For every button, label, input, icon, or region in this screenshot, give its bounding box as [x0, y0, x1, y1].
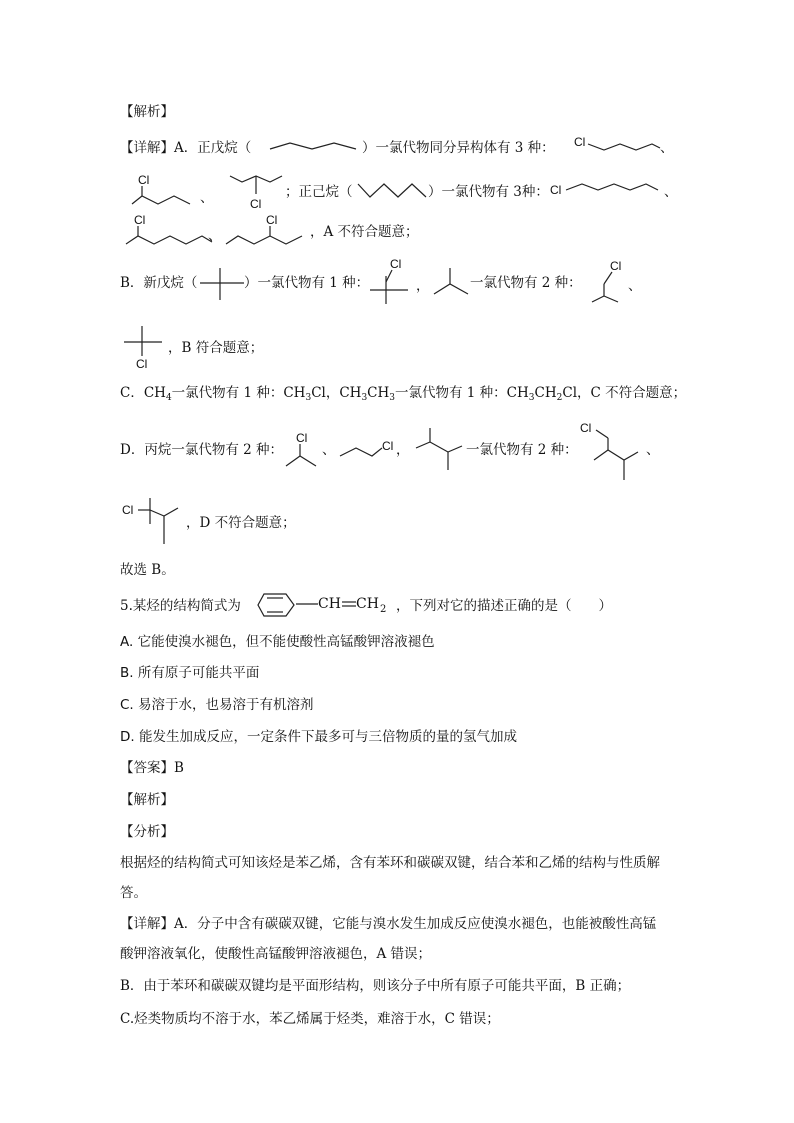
- text: ，: [396, 442, 410, 458]
- benzene-ring-icon: [256, 590, 296, 620]
- text: D．丙烷一氯代物有 2 种：: [120, 442, 283, 458]
- 1-chloropropane-structure: [338, 434, 402, 464]
- chlorohexane-3-structure: [224, 210, 314, 250]
- analysis-text: 答。: [120, 885, 147, 901]
- text: B．新戊烷（: [120, 275, 198, 291]
- svg-text:Cl: Cl: [390, 257, 402, 271]
- text: 、: [646, 442, 660, 458]
- chloropentane-2-structure: [130, 172, 200, 212]
- text: ）一氯代物同分异构体有 3 种：: [362, 140, 555, 156]
- detail-text: C.烃类物质均不溶于水，苯乙烯属于烃类，难溶于水，C 错误；: [120, 1011, 500, 1027]
- chlorohexane-2-structure: [124, 210, 214, 250]
- answer: 【答案】B: [120, 760, 184, 776]
- text: ，A 不符合题意；: [310, 224, 419, 240]
- svg-text:Cl: Cl: [296, 431, 308, 445]
- svg-text:Cl: Cl: [266, 213, 278, 227]
- text: 、: [664, 184, 678, 200]
- text: ）一氯代物有 1 种：: [244, 275, 370, 291]
- svg-text:Cl: Cl: [138, 173, 150, 187]
- isobutyl-chloride-structure: [590, 256, 630, 304]
- option-b: B. 所有原子可能共平面: [120, 665, 260, 681]
- text: ，B 符合题意；: [168, 340, 264, 356]
- text: C．$CH_4$一氯代物有 1 种：$CH_3Cl$，$CH_3CH_3$一氯代物有 1 种：$CH_3CH_2Cl$，C 不符合题意；: [120, 385, 687, 403]
- analysis-text: 根据烃的结构简式可知该烃是苯乙烯，含有苯环和碳碳双键，结合苯和乙烯的结构与性质解: [120, 855, 660, 871]
- svg-text:Cl: Cl: [250, 197, 262, 211]
- question-5-stem: 5.某烃的结构简式为: [120, 598, 241, 614]
- 2-chloropropane-structure: [284, 430, 324, 470]
- chloro-dimethylbutane-structure: [580, 414, 642, 486]
- conclusion: 故选 B。: [120, 562, 175, 578]
- chlorohexane-1-structure: [550, 176, 662, 206]
- question-5-stem-end: ，下列对它的描述正确的是（ ）: [396, 598, 612, 614]
- text: ）一氯代物有 3种：: [428, 184, 549, 200]
- n-hexane-structure: [356, 180, 436, 202]
- detail-text: 酸钾溶液氧化，使酸性高锰酸钾溶液褪色，A 错误；: [120, 946, 432, 962]
- text: 、: [208, 228, 222, 244]
- text: ；正己烷（: [285, 184, 353, 200]
- svg-text:CH: CH: [356, 596, 379, 612]
- section-heading: 【解析】: [120, 792, 174, 808]
- svg-text:Cl: Cl: [610, 259, 622, 273]
- svg-text:Cl: Cl: [580, 421, 592, 435]
- neopentane-structure: [196, 264, 248, 304]
- n-pentane-structure: [268, 138, 364, 158]
- svg-text:Cl: Cl: [574, 135, 586, 149]
- isobutane-structure: [432, 266, 472, 302]
- text: ，D 不符合题意；: [186, 515, 296, 531]
- neopentyl-chloride-structure: [366, 254, 416, 306]
- vinyl-group-formula: [296, 594, 396, 618]
- chloropentane-1-structure: [574, 132, 664, 162]
- detail-text: 【详解】A．分子中含有碳碳双键，它能与溴水发生加成反应使溴水褪色，也能被酸性高锰: [120, 916, 657, 932]
- text: 、: [660, 140, 674, 156]
- svg-text:Cl: Cl: [382, 439, 394, 453]
- option-c: C. 易溶于水，也易溶于有机溶剂: [120, 697, 314, 713]
- tert-butyl-chloride-structure: [122, 324, 168, 370]
- svg-text:CH: CH: [318, 596, 341, 612]
- section-heading: 【解析】: [120, 104, 174, 120]
- text: 、: [628, 278, 642, 294]
- option-d: D. 能发生加成反应，一定条件下最多可与三倍物质的量的氢气加成: [120, 729, 517, 745]
- text: 、: [200, 190, 214, 206]
- text: 、: [322, 442, 336, 458]
- svg-text:Cl: Cl: [122, 503, 134, 517]
- section-heading: 【分析】: [120, 824, 174, 840]
- text: ，: [416, 278, 430, 294]
- svg-text:Cl: Cl: [134, 213, 146, 227]
- text: 一氯代物有 2 种：: [466, 442, 578, 458]
- svg-text:Cl: Cl: [550, 183, 562, 197]
- detail-text: B．由于苯环和碳碳双键均是平面形结构，则该分子中所有原子可能共平面，B 正确；: [120, 978, 631, 994]
- svg-text:Cl: Cl: [136, 357, 148, 371]
- chloropentane-3-structure: [228, 168, 288, 214]
- text: 【详解】A．正戊烷（: [120, 140, 252, 156]
- chloro-dimethylbutane-2-structure: [120, 494, 190, 550]
- svg-text:2: 2: [380, 604, 387, 615]
- option-a: A. 它能使溴水褪色，但不能使酸性高锰酸钾溶液褪色: [120, 634, 435, 650]
- text: 一氯代物有 2 种：: [470, 275, 582, 291]
- 2-3-dimethylbutane-structure: [414, 426, 466, 476]
